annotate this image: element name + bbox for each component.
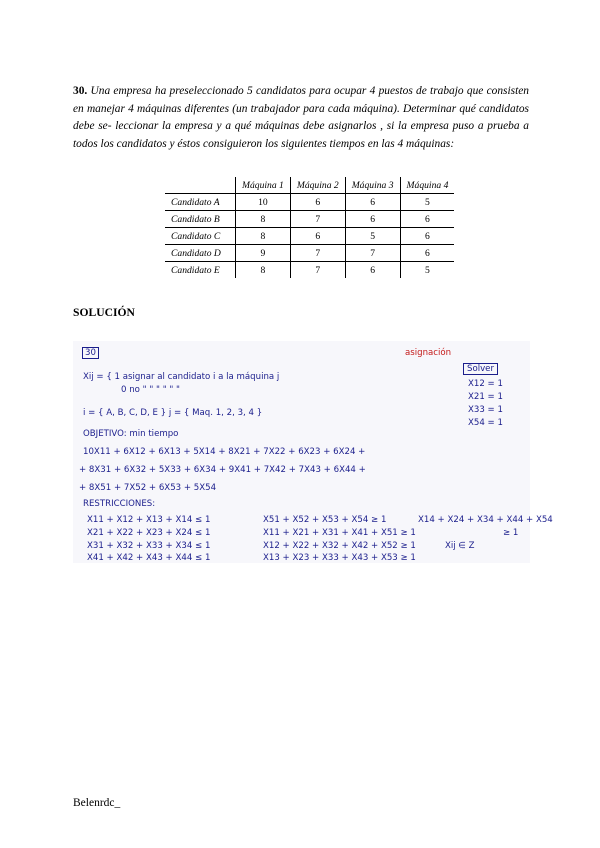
table-row bbox=[165, 245, 454, 262]
constraint: X41 + X42 + X43 + X44 ≤ 1 bbox=[87, 553, 211, 563]
objective-line: + 8X51 + 7X52 + 6X53 + 5X54 bbox=[79, 483, 217, 493]
solver-result: X33 = 1 bbox=[468, 405, 503, 415]
table-header-row bbox=[165, 177, 454, 194]
problem-number: 30. bbox=[73, 85, 88, 97]
constraint: X21 + X22 + X23 + X24 ≤ 1 bbox=[87, 528, 211, 538]
table-cell: 8 bbox=[236, 228, 291, 245]
constraint: X11 + X21 + X31 + X41 + X51 ≥ 1 bbox=[263, 528, 416, 538]
table-row bbox=[165, 194, 454, 211]
table-cell: 5 bbox=[345, 228, 400, 245]
solver-result: X54 = 1 bbox=[468, 418, 503, 428]
objective-line: 10X11 + 6X12 + 6X13 + 5X14 + 8X21 + 7X22 + 6X23 + 6X24 + bbox=[83, 447, 366, 457]
constraints-label: RESTRICCIONES: bbox=[83, 499, 156, 509]
solver-label: Solver bbox=[463, 363, 498, 375]
variable-definition-zero: 0 no " " " " " " bbox=[121, 385, 181, 395]
row-label: Candidato C bbox=[165, 228, 236, 245]
handwritten-solution bbox=[73, 341, 553, 563]
constraint: X51 + X52 + X53 + X54 ≥ 1 bbox=[263, 515, 387, 525]
table-cell: 7 bbox=[290, 245, 345, 262]
table-cell: 9 bbox=[236, 245, 291, 262]
table-cell: 6 bbox=[400, 245, 454, 262]
table-cell: 6 bbox=[345, 211, 400, 228]
row-label: Candidato D bbox=[165, 245, 236, 262]
table-cell: 8 bbox=[236, 211, 291, 228]
constraint: X11 + X12 + X13 + X14 ≤ 1 bbox=[87, 515, 211, 525]
solution-heading: SOLUCIÓN bbox=[73, 306, 135, 319]
table-cell: 6 bbox=[345, 262, 400, 279]
table-header: Máquina 2 bbox=[290, 177, 345, 194]
table-cell: 5 bbox=[400, 262, 454, 279]
problem-text: Una empresa ha preseleccionado 5 candidatos para ocupar 4 puestos de trabajo que consisten en manejar 4 máquinas diferentes (un trabajador para cada máquina). Determinar qué candidatos debe se- leccionar la empresa y a qué máquinas debe asignarlos , si la empresa puso a prueba a todos los candidatos y éstos consiguieron los siguientes tiempos en las 4 máquinas: bbox=[73, 85, 529, 150]
table-cell: 7 bbox=[290, 211, 345, 228]
row-label: Candidato B bbox=[165, 211, 236, 228]
row-label: Candidato E bbox=[171, 264, 220, 276]
table-cell: 8 bbox=[236, 262, 291, 279]
table-header: Máquina 4 bbox=[400, 177, 454, 194]
table-cell: 6 bbox=[400, 211, 454, 228]
constraint: X31 + X32 + X33 + X34 ≤ 1 bbox=[87, 541, 211, 551]
table-cell: 6 bbox=[290, 194, 345, 211]
objective-label: OBJETIVO: min tiempo bbox=[83, 429, 179, 439]
table-cell: 5 bbox=[400, 194, 454, 211]
constraint: X13 + X23 + X33 + X43 + X53 ≥ 1 bbox=[263, 553, 416, 563]
variable-definition: Xij = { 1 asignar al candidato i a la máquina j bbox=[83, 372, 280, 382]
table-header: Máquina 3 bbox=[345, 177, 400, 194]
table-header: Máquina 1 bbox=[236, 177, 291, 194]
handwritten-problem-number: 30 bbox=[82, 347, 99, 359]
variable-domain: Xij ∈ Z bbox=[445, 541, 475, 551]
table-cell: 10 bbox=[236, 194, 291, 211]
table-cell: 6 bbox=[345, 194, 400, 211]
table-cell: 7 bbox=[345, 245, 400, 262]
constraint-rhs: ≥ 1 bbox=[503, 528, 519, 538]
assignment-tag: asignación bbox=[405, 348, 452, 358]
objective-line: + 8X31 + 6X32 + 5X33 + 6X34 + 9X41 + 7X42 + 7X43 + 6X44 + bbox=[79, 465, 366, 475]
row-label: Candidato A bbox=[165, 194, 236, 211]
table-cell: 6 bbox=[400, 228, 454, 245]
table-corner bbox=[165, 177, 236, 194]
problem-statement bbox=[73, 83, 529, 153]
table-cell: 7 bbox=[290, 262, 345, 279]
times-table bbox=[165, 177, 454, 278]
solver-result: X21 = 1 bbox=[468, 392, 503, 402]
table-cell: 6 bbox=[290, 228, 345, 245]
table-row bbox=[165, 211, 454, 228]
table-row bbox=[165, 262, 454, 279]
constraint: X12 + X22 + X32 + X42 + X52 ≥ 1 bbox=[263, 541, 416, 551]
table-row bbox=[165, 228, 454, 245]
index-definition: i = { A, B, C, D, E } j = { Maq. 1, 2, 3, 4 } bbox=[83, 408, 263, 418]
author-footer: Belenrdc_ bbox=[73, 797, 121, 809]
solver-result: X12 = 1 bbox=[468, 379, 503, 389]
constraint: X14 + X24 + X34 + X44 + X54 bbox=[418, 515, 553, 525]
